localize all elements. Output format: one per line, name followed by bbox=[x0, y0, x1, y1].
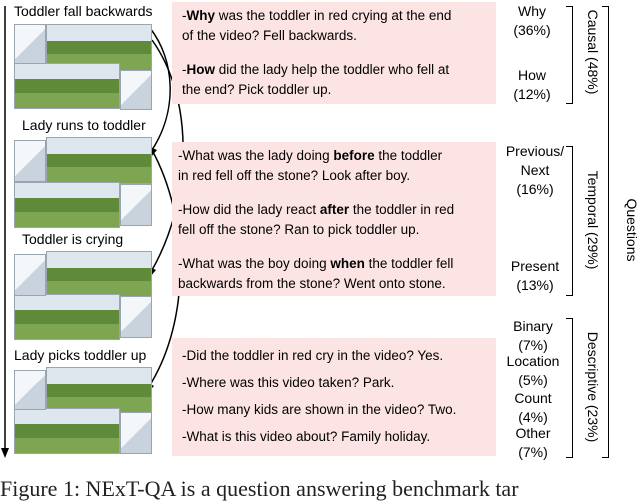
category-previous-next: Previous/ Next (16%) bbox=[505, 143, 565, 197]
frame-fold bbox=[120, 70, 152, 110]
frame-fold bbox=[120, 184, 152, 226]
question-binary: -Did the toddler in red cry in the video? Yes. bbox=[182, 348, 444, 363]
frame-fold bbox=[120, 412, 152, 454]
question-why: -Why was the toddler in red crying at the end of the video? Fell backwards. bbox=[182, 8, 452, 43]
frame-fold bbox=[120, 296, 152, 338]
video-frame bbox=[14, 294, 120, 340]
temporal-bracket bbox=[566, 146, 573, 296]
category-location: Location (5%) bbox=[506, 353, 560, 388]
question-location: -Where was this video taken? Park. bbox=[182, 375, 395, 390]
questions-bracket bbox=[602, 6, 609, 458]
group-label-temporal: Temporal (29%) bbox=[585, 170, 601, 270]
question-how: -How did the lady help the toddler who fell at the end? Pick toddler up. bbox=[182, 62, 450, 97]
frame-fold bbox=[14, 254, 46, 296]
video-frame bbox=[14, 408, 120, 454]
category-why: Why (36%) bbox=[513, 3, 551, 38]
category-count: Count (4%) bbox=[514, 390, 552, 425]
group-label-questions: Questions bbox=[624, 198, 640, 262]
causal-bracket bbox=[566, 6, 573, 104]
video-frame bbox=[46, 137, 152, 184]
category-binary: Binary (7%) bbox=[513, 318, 553, 353]
figure-caption: Figure 1: NExT-QA is a question answering benchmark tar bbox=[0, 476, 519, 501]
frame-fold bbox=[14, 370, 46, 410]
question-other: -What is this video about? Family holiday. bbox=[182, 429, 431, 444]
video-frame bbox=[46, 367, 152, 414]
question-before: -What was the lady doing before the toddler in red fell off the stone? Look after boy. bbox=[178, 148, 443, 183]
question-when: -What was the boy doing when the toddler fell backwards from the stone? Went onto stone. bbox=[178, 256, 454, 291]
scene-label: Toddler is crying bbox=[22, 231, 124, 247]
question-count: -How many kids are shown in the video? Two. bbox=[182, 402, 457, 417]
category-how: How (12%) bbox=[513, 67, 551, 102]
video-frame bbox=[14, 182, 120, 228]
scene-label: Lady runs to toddler bbox=[22, 117, 146, 133]
group-label-causal: Causal (48%) bbox=[585, 9, 601, 95]
category-other: Other (7%) bbox=[515, 425, 551, 460]
connector-arrow-1 bbox=[150, 28, 170, 150]
question-after: -How did the lady react after the toddler in red fell off the stone? Ran to pick toddler up. bbox=[178, 202, 455, 237]
video-frame bbox=[46, 251, 152, 298]
video-frame bbox=[14, 63, 120, 109]
descriptive-bracket bbox=[566, 318, 573, 458]
scene-label: Lady picks toddler up bbox=[14, 347, 147, 363]
scene-label: Toddler fall backwards bbox=[14, 3, 153, 19]
frame-fold bbox=[14, 24, 46, 64]
frame-fold bbox=[14, 140, 46, 182]
group-label-descriptive: Descriptive (23%) bbox=[585, 331, 601, 443]
category-present: Present (13%) bbox=[510, 258, 560, 293]
